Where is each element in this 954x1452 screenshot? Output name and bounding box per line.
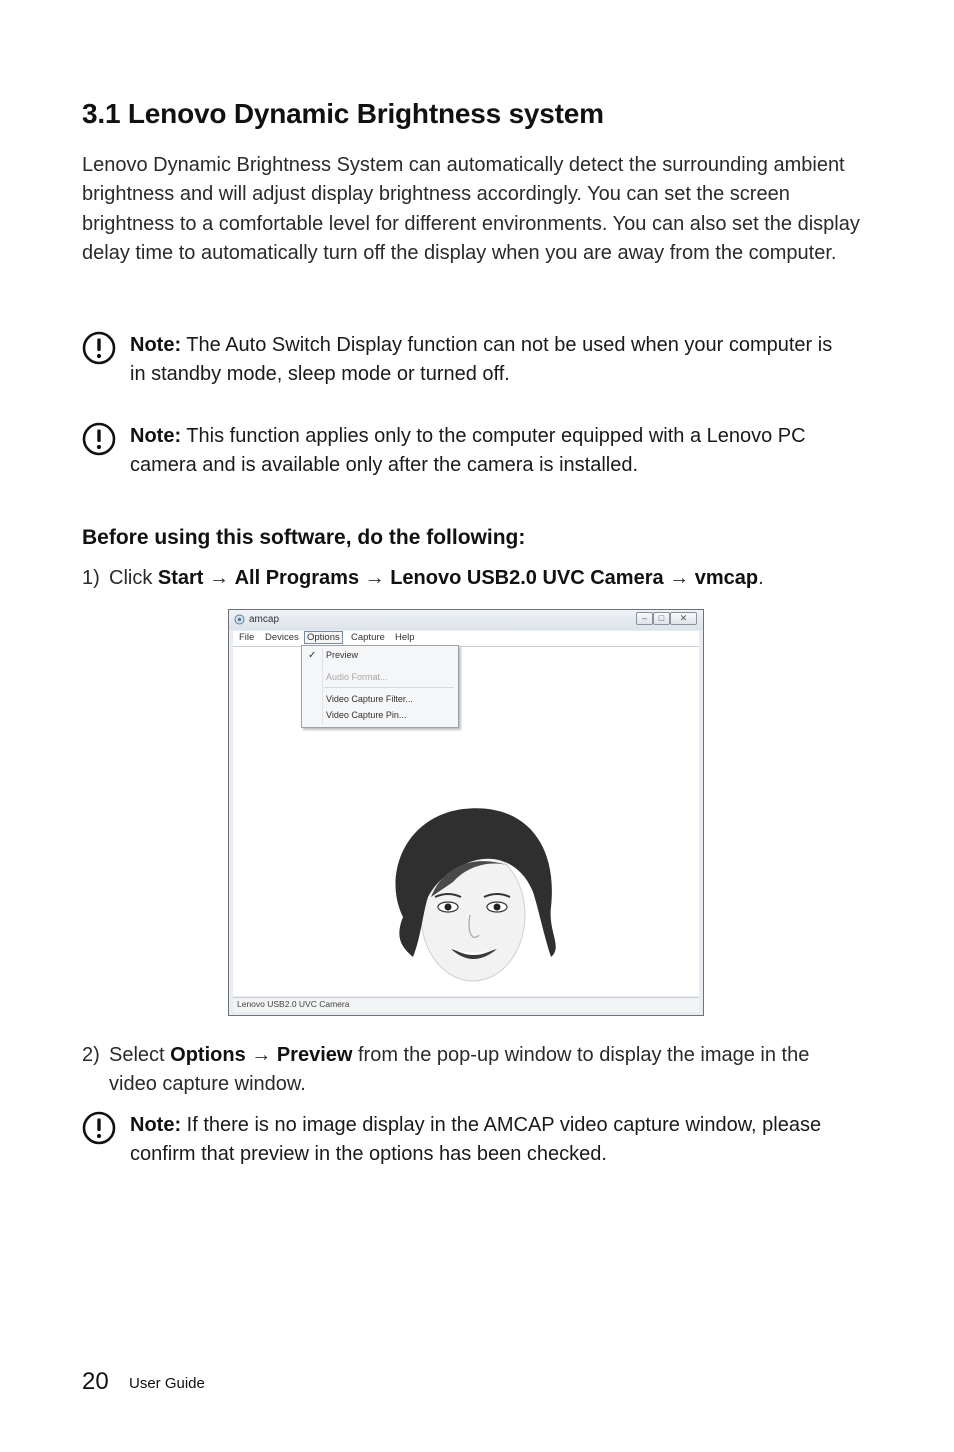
menu-item-video-capture-filter[interactable]: Video Capture Filter...	[326, 694, 413, 704]
camera-app-icon	[234, 614, 245, 625]
step-2	[82, 1041, 862, 1100]
footer-label: User Guide	[129, 1375, 205, 1392]
attention-icon	[82, 1111, 116, 1145]
subheading: Before using this software, do the following:	[82, 526, 526, 549]
step-number: 1)	[82, 567, 100, 589]
step-number: 2)	[82, 1044, 100, 1066]
status-text: Lenovo USB2.0 UVC Camera	[237, 999, 350, 1009]
menu-capture[interactable]: Capture	[351, 632, 385, 643]
options-dropdown-menu	[301, 645, 459, 728]
maximize-icon[interactable]: □	[653, 612, 670, 625]
note-3	[82, 1111, 842, 1170]
note-2	[82, 422, 842, 481]
attention-icon	[82, 331, 116, 365]
menu-help[interactable]: Help	[395, 632, 415, 643]
intro-paragraph: Lenovo Dynamic Brightness System can automatically detect the surrounding ambient brightness and will adjust display brightness accordingly. You can set the screen brightness to a comfortable level for different environments. You can also set the display delay time to automatically turn off the display when you are away from the computer.	[82, 154, 860, 264]
menu-item-preview[interactable]: Preview	[326, 650, 359, 660]
window-title: amcap	[249, 614, 280, 625]
menu-options[interactable]: Options	[304, 631, 343, 644]
note-1	[82, 331, 842, 390]
menu-separator	[324, 687, 454, 688]
face-illustration	[373, 797, 568, 997]
check-icon: ✓	[308, 650, 317, 661]
menu-gutter	[322, 648, 323, 725]
note-2-text: Note: This function applies only to the computer equipped with a Lenovo PC camera and is available only after the camera is installed.	[130, 425, 806, 477]
note-1-text: Note: The Auto Switch Display function can not be used when your computer is in standby mode, sleep mode or turned off.	[130, 334, 833, 386]
menu-item-video-capture-pin[interactable]: Video Capture Pin...	[326, 710, 407, 720]
menu-bar	[233, 631, 699, 646]
step-1	[82, 564, 862, 593]
attention-icon	[82, 422, 116, 456]
minimize-icon[interactable]: –	[636, 612, 653, 625]
amcap-window	[228, 609, 704, 1016]
note-3-text: Note: If there is no image display in the AMCAP video capture window, please confirm that preview in the options has been checked.	[130, 1114, 822, 1166]
menu-item-audio-format: Audio Format...	[326, 672, 388, 682]
status-bar	[233, 997, 699, 1012]
close-icon[interactable]: ✕	[670, 612, 697, 625]
title-bar	[229, 610, 703, 630]
menu-file[interactable]: File	[239, 632, 255, 643]
page-number: 20	[82, 1368, 109, 1395]
section-title: 3.1 Lenovo Dynamic Brightness system	[82, 98, 604, 129]
menu-devices[interactable]: Devices	[265, 632, 299, 643]
step-2-text: Select Options → Preview from the pop-up window to display the image in the video capture window.	[109, 1044, 810, 1096]
step-1-text: Click Start → All Programs → Lenovo USB2.0 UVC Camera → vmcap.	[109, 567, 764, 589]
